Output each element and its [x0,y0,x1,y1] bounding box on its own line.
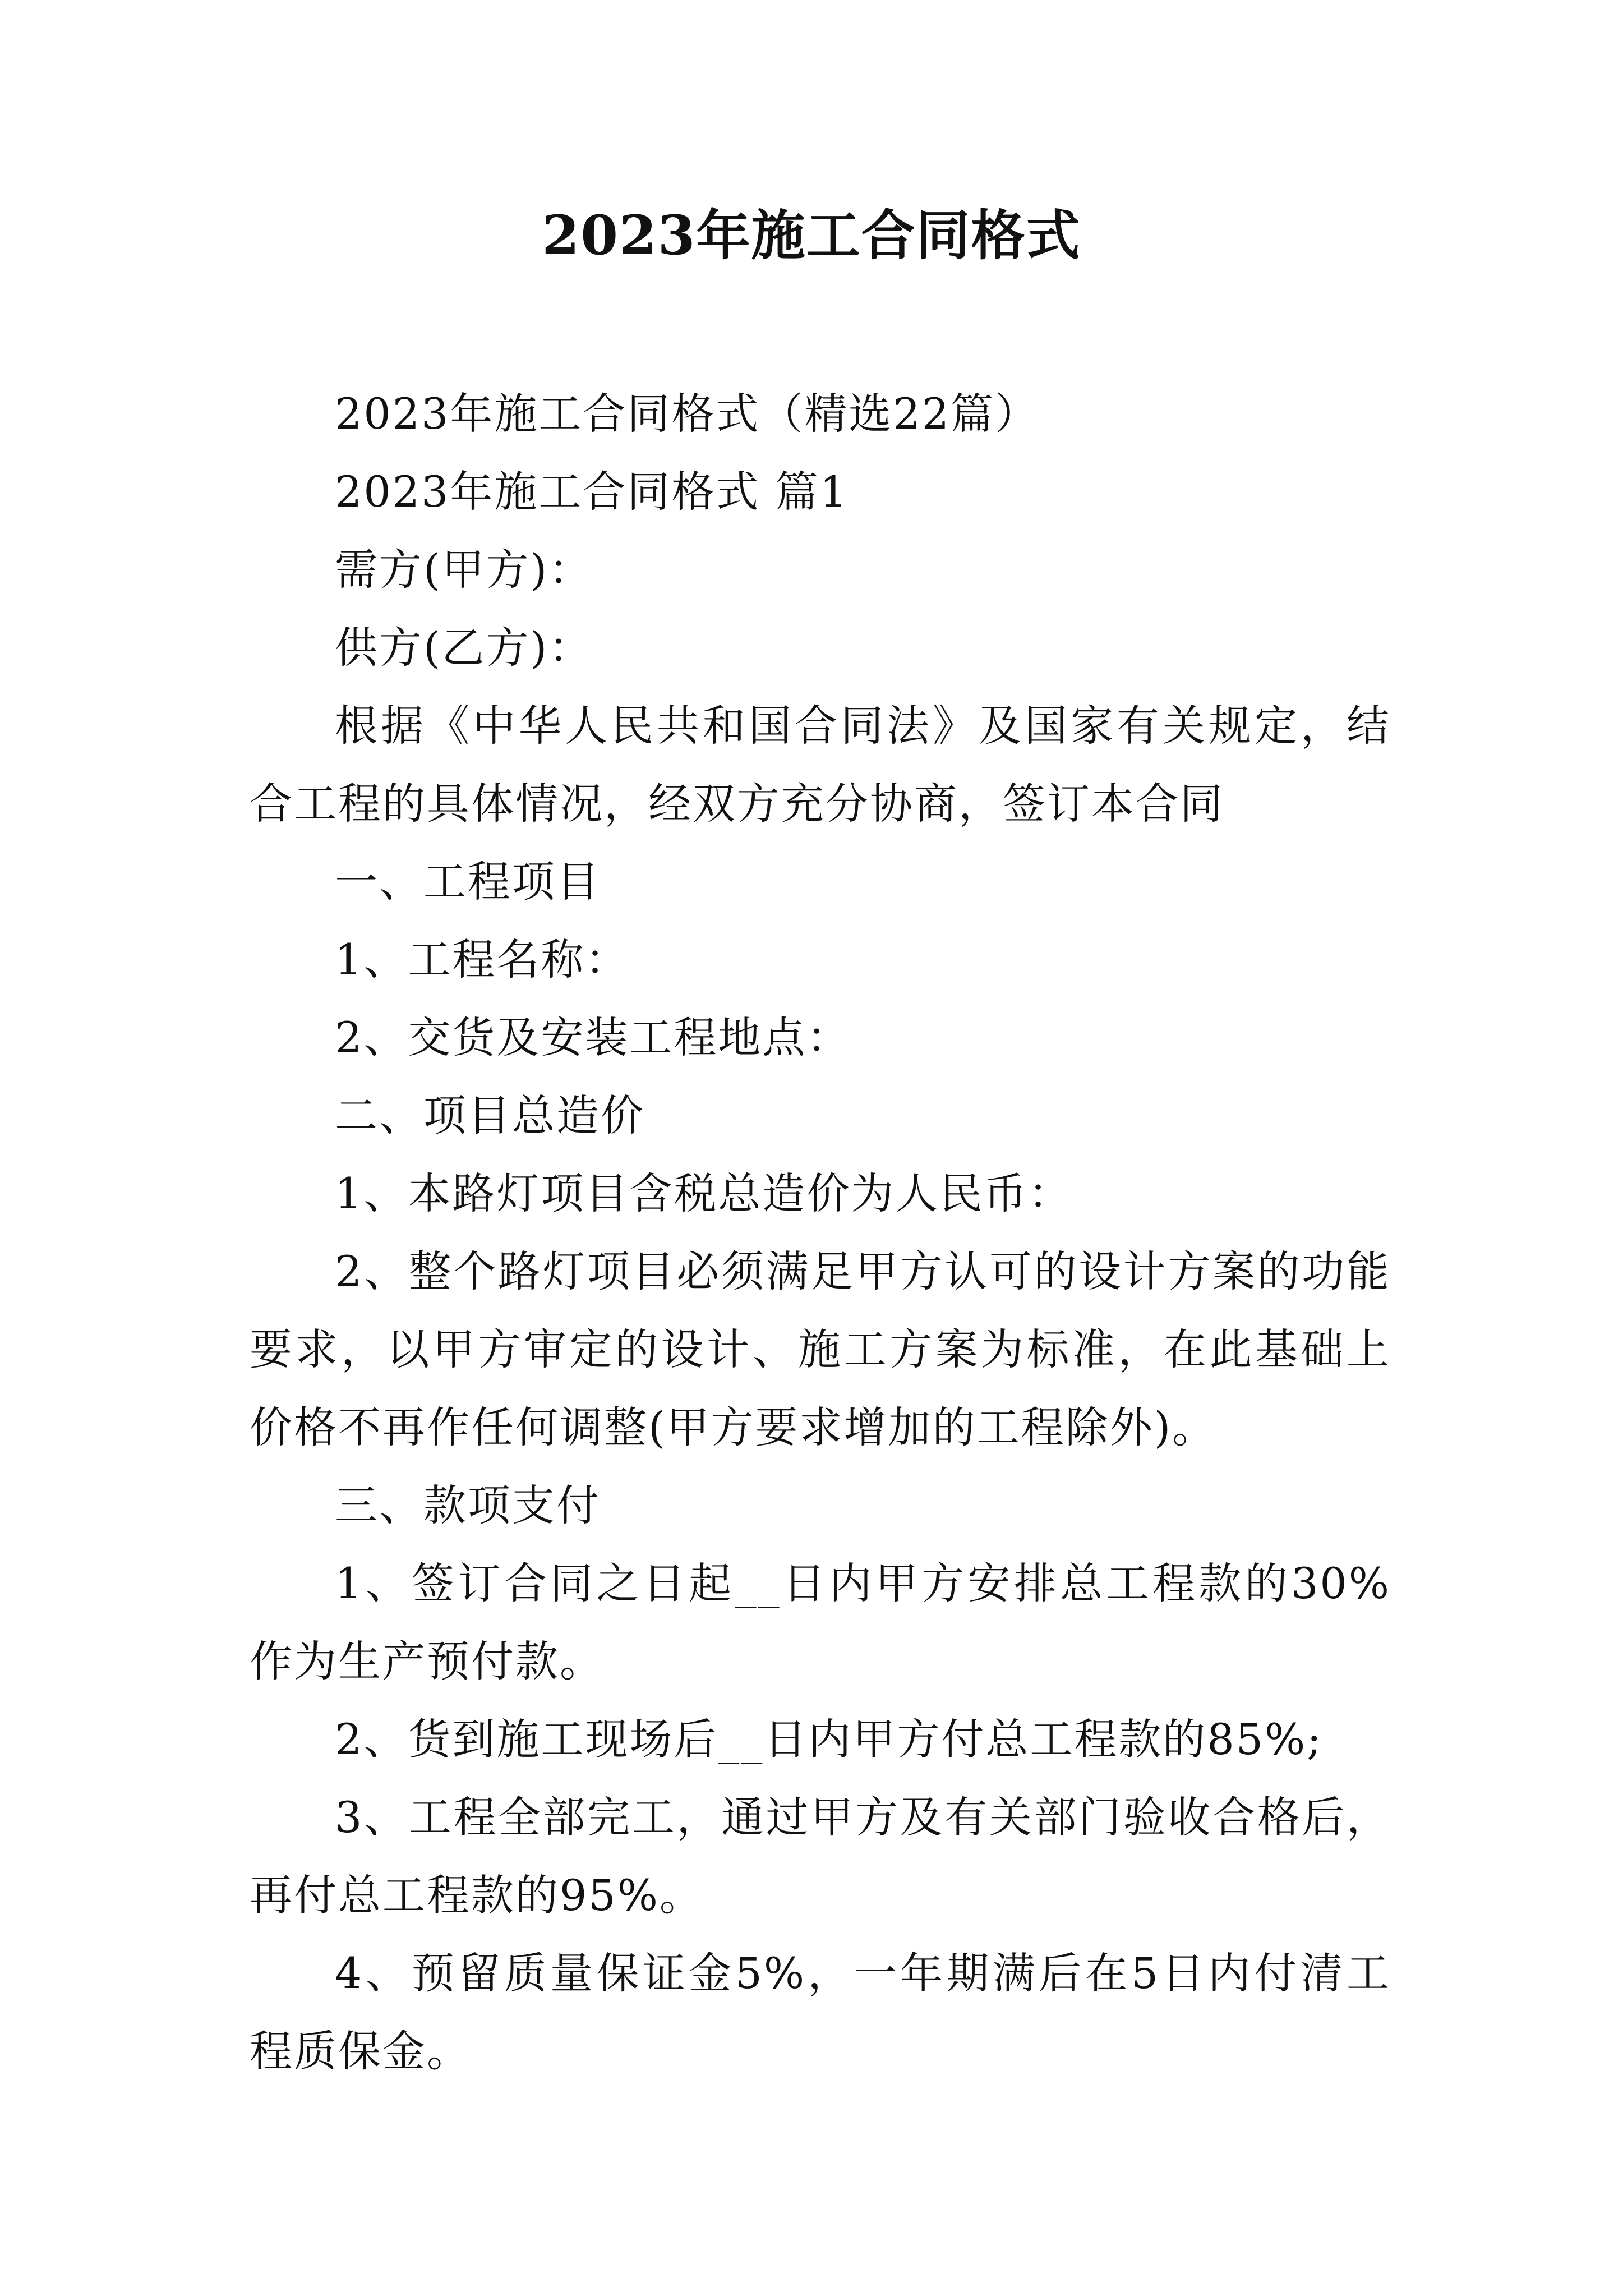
paragraph-section-heading: 2023年施工合同格式 篇1 [335,467,849,517]
paragraph-party-a: 需方(甲方)： [335,545,593,595]
paragraph-payment-warranty: 4、预留质量保证金5%，一年期满后在5日内付清工程质保金。 [250,1948,1391,2076]
paragraph-cost-requirements: 2、整个路灯项目必须满足甲方认可的设计方案的功能要求，以甲方审定的设计、施工方案为标准，在此基础上价格不再作任何调整(甲方要求增加的工程除外)。 [250,1246,1391,1452]
paragraph-subtitle: 2023年施工合同格式（精选22篇） [335,389,1040,439]
paragraph-preamble: 根据《中华人民共和国合同法》及国家有关规定，结合工程的具体情况，经双方充分协商，签订本合同 [250,701,1391,829]
paragraph-heading-project: 一、工程项目 [335,857,601,907]
paragraph-heading-payment: 三、款项支付 [335,1480,601,1530]
document-title: 2023年施工合同格式 [542,204,1081,267]
paragraph-payment-completion: 3、工程全部完工，通过甲方及有关部门验收合格后，再付总工程款的95%。 [250,1792,1391,1920]
paragraph-heading-total-cost: 二、项目总造价 [335,1091,645,1140]
paragraph-payment-delivery: 2、货到施工现场后__日内甲方付总工程款的85%; [335,1714,1323,1764]
paragraph-cost-amount: 1、本路灯项目含税总造价为人民币： [335,1168,1073,1218]
paragraph-party-b: 供方(乙方)： [335,623,593,673]
paragraph-payment-advance: 1、签订合同之日起__日内甲方安排总工程款的30%作为生产预付款。 [250,1558,1391,1686]
paragraph-project-location: 2、交货及安装工程地点： [335,1013,851,1062]
document-body [250,375,1391,2090]
paragraph-project-name: 1、工程名称： [335,935,630,984]
